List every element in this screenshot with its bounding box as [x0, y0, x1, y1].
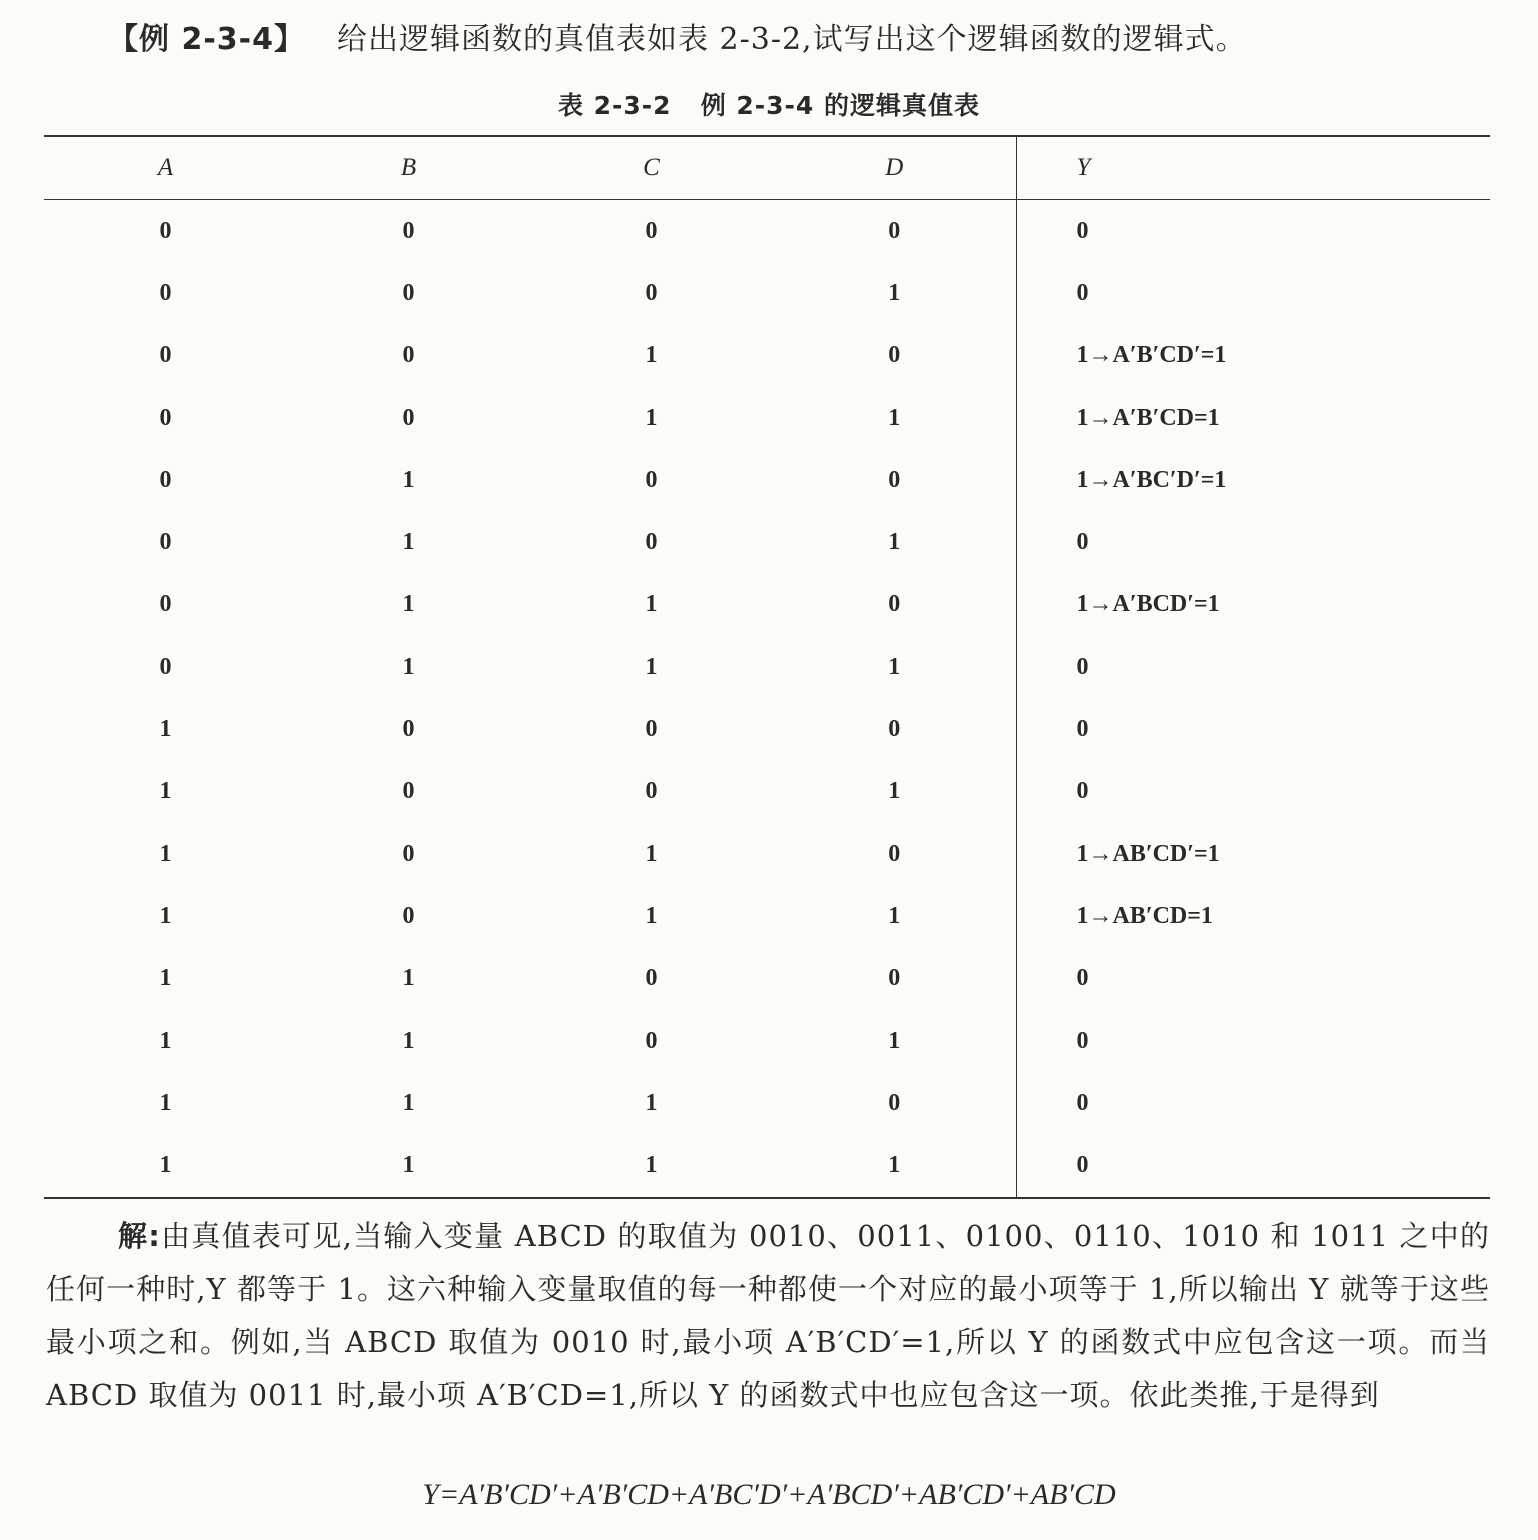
cell-d: 0 [888, 217, 901, 244]
cell-c: 1 [645, 902, 658, 929]
cell-a: 1 [159, 965, 172, 992]
cell-b: 1 [402, 1027, 415, 1054]
cell-c: 0 [645, 1027, 658, 1054]
table-row [44, 387, 1490, 449]
cell-y: 1→AB′CD=1 [1016, 885, 1490, 947]
cell-d: 1 [888, 653, 901, 680]
cell-c: 1 [645, 653, 658, 680]
cell-y: 0 [1016, 1072, 1490, 1134]
cell-b: 0 [402, 404, 415, 431]
cell-c: 0 [645, 965, 658, 992]
cell-d: 1 [888, 1152, 901, 1179]
cell-y: 1→A′BC′D′=1 [1016, 449, 1490, 511]
example-label: 【例 2-3-4】 [108, 22, 305, 57]
table-body [44, 200, 1490, 1198]
cell-d: 1 [888, 529, 901, 556]
table-row [44, 761, 1490, 823]
table-caption: 表 2-3-2 例 2-3-4 的逻辑真值表 [557, 91, 981, 120]
cell-c: 1 [645, 404, 658, 431]
cell-b: 0 [402, 778, 415, 805]
cell-a: 1 [159, 902, 172, 929]
table-row [44, 1134, 1490, 1197]
cell-a: 0 [159, 591, 172, 618]
cell-d: 0 [888, 466, 901, 493]
cell-d: 1 [888, 902, 901, 929]
header-c: C [530, 136, 773, 200]
table-row [44, 1072, 1490, 1134]
table-row [44, 325, 1490, 387]
table-row [44, 262, 1490, 324]
cell-b: 0 [402, 217, 415, 244]
cell-y: 0 [1016, 636, 1490, 698]
cell-d: 0 [888, 591, 901, 618]
cell-d: 0 [888, 1089, 901, 1116]
cell-a: 1 [159, 1089, 172, 1116]
cell-d: 0 [888, 342, 901, 369]
table-row [44, 885, 1490, 947]
cell-c: 0 [645, 279, 658, 306]
cell-c: 0 [645, 778, 658, 805]
cell-d: 1 [888, 404, 901, 431]
cell-a: 0 [159, 653, 172, 680]
solution-text: 由真值表可见,当输入变量 ABCD 的取值为 0010、0011、0100、0110、1010 和 1011 之中的任何一种时,Y 都等于 1。这六种输入变量取值的每一种都使一个对应的最小项等于 1,所以输出 Y 就等于这些最小项之和。例如,当 ABCD 取值为 0010 时,最小项 A′B′CD′=1,所以 Y 的函数式中应包含这一项。而当 ABCD 取值为 0011 时,最小项 A′B′CD=1,所以 Y 的函数式中也应包含这一项。依此类推,于是得到 [46, 1219, 1490, 1412]
cell-d: 1 [888, 1027, 901, 1054]
cell-a: 1 [159, 840, 172, 867]
cell-y: 0 [1016, 1010, 1490, 1072]
cell-y: 0 [1016, 511, 1490, 573]
cell-c: 0 [645, 466, 658, 493]
cell-b: 0 [402, 716, 415, 743]
cell-a: 0 [159, 404, 172, 431]
cell-y: 0 [1016, 948, 1490, 1010]
header-a: A [44, 136, 287, 200]
problem-text: 给出逻辑函数的真值表如表 2-3-2,试写出这个逻辑函数的逻辑式。 [336, 22, 1247, 57]
truth-table [44, 135, 1490, 1199]
problem-statement [108, 14, 1247, 58]
cell-b: 1 [402, 466, 415, 493]
cell-c: 1 [645, 1089, 658, 1116]
cell-y: 1→A′B′CD=1 [1016, 387, 1490, 449]
cell-y: 0 [1016, 1134, 1490, 1197]
table-row [44, 823, 1490, 885]
result-formula: Y=A′B′CD′+A′B′CD+A′BC′D′+A′BCD′+AB′CD′+AB′CD [422, 1478, 1116, 1511]
table-row [44, 200, 1490, 263]
cell-b: 0 [402, 902, 415, 929]
table-row [44, 948, 1490, 1010]
table-row [44, 636, 1490, 698]
solution-label: 解: [118, 1219, 161, 1253]
cell-b: 1 [402, 529, 415, 556]
solution [46, 1210, 1490, 1422]
cell-b: 1 [402, 591, 415, 618]
table-row [44, 574, 1490, 636]
cell-y: 0 [1016, 262, 1490, 324]
cell-c: 0 [645, 716, 658, 743]
cell-d: 0 [888, 716, 901, 743]
cell-y: 0 [1016, 761, 1490, 823]
cell-b: 1 [402, 1152, 415, 1179]
cell-a: 0 [159, 342, 172, 369]
cell-b: 1 [402, 653, 415, 680]
cell-b: 0 [402, 342, 415, 369]
cell-b: 0 [402, 840, 415, 867]
cell-d: 1 [888, 279, 901, 306]
cell-a: 1 [159, 778, 172, 805]
cell-a: 1 [159, 1152, 172, 1179]
cell-c: 1 [645, 342, 658, 369]
cell-a: 1 [159, 1027, 172, 1054]
cell-y: 1→A′BCD′=1 [1016, 574, 1490, 636]
cell-a: 0 [159, 217, 172, 244]
cell-b: 0 [402, 279, 415, 306]
cell-c: 1 [645, 1152, 658, 1179]
cell-d: 1 [888, 778, 901, 805]
cell-y: 1→AB′CD′=1 [1016, 823, 1490, 885]
header-y: Y [1016, 136, 1490, 200]
table-row [44, 511, 1490, 573]
cell-y: 0 [1016, 698, 1490, 760]
cell-b: 1 [402, 1089, 415, 1116]
cell-c: 1 [645, 840, 658, 867]
cell-c: 0 [645, 217, 658, 244]
cell-b: 1 [402, 965, 415, 992]
header-d: D [773, 136, 1016, 200]
header-b: B [287, 136, 530, 200]
cell-y: 1→A′B′CD′=1 [1016, 325, 1490, 387]
cell-c: 1 [645, 591, 658, 618]
cell-a: 0 [159, 529, 172, 556]
cell-d: 0 [888, 965, 901, 992]
table-row [44, 698, 1490, 760]
cell-a: 0 [159, 466, 172, 493]
cell-y: 0 [1016, 200, 1490, 263]
table-header-row [44, 136, 1490, 200]
cell-c: 0 [645, 529, 658, 556]
cell-d: 0 [888, 840, 901, 867]
table-row [44, 449, 1490, 511]
cell-a: 1 [159, 716, 172, 743]
cell-a: 0 [159, 279, 172, 306]
table-row [44, 1010, 1490, 1072]
